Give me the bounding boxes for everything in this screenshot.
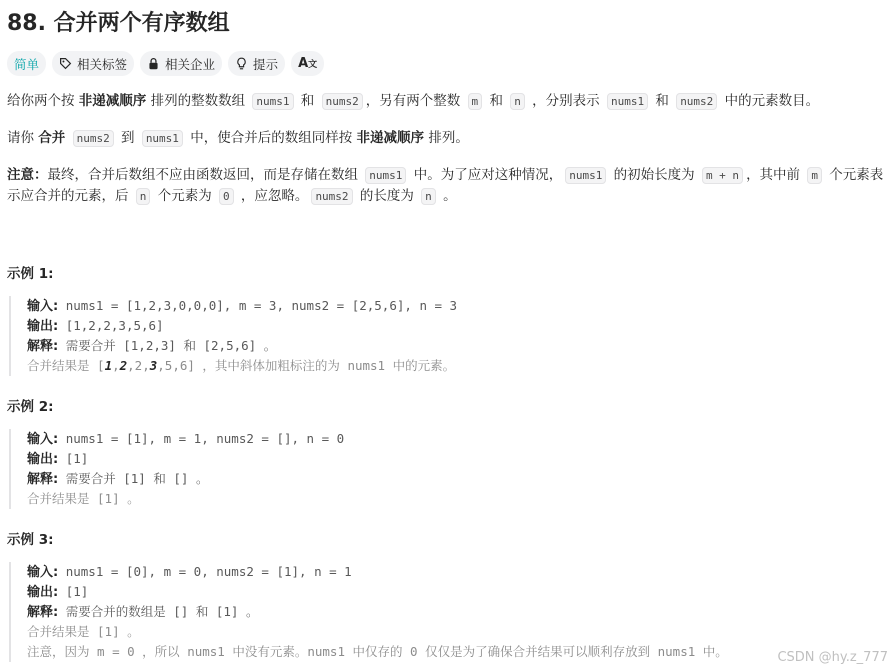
example-1-explanation: 解释: 需要合并 [1,2,3] 和 [2,5,6] 。: [27, 338, 277, 354]
example-1-result: 合并结果是 [1,2,2,3,5,6] ，其中斜体加粗标注的为 nums1 中的元素。: [27, 358, 456, 373]
example-3-input: 输入: nums1 = [0], m = 0, nums2 = [1], n = 1: [27, 564, 352, 580]
example-2-output: 输出: [1]: [27, 451, 89, 467]
related-companies-label: 相关企业: [165, 56, 216, 72]
related-tags-button[interactable]: [52, 51, 134, 76]
hint-label: 提示: [253, 56, 279, 72]
example-3-title: 示例 3:: [7, 532, 54, 548]
difficulty-badge[interactable]: [7, 51, 46, 76]
example-3-result: 合并结果是 [1] 。: [27, 624, 140, 639]
problem-title: 88. 合并两个有序数组: [7, 11, 230, 36]
related-tags-label: 相关标签: [77, 56, 128, 72]
related-companies-button[interactable]: [140, 51, 222, 76]
csdn-watermark: CSDN @hy.z_777: [777, 650, 888, 665]
tag-bar: [7, 51, 324, 76]
example-3-note: 注意，因为 m = 0 ，所以 nums1 中没有元素。nums1 中仅存的 0 仅仅是为了确保合并结果可以顺利存放到 nums1 中。: [27, 644, 728, 659]
lightbulb-icon: [235, 57, 248, 70]
example-2-result: 合并结果是 [1] 。: [27, 491, 140, 506]
example-3-output: 输出: [1]: [27, 584, 89, 600]
example-1-block: [9, 296, 892, 376]
description-paragraph-2: 请你 合并 nums2 到 nums1 中，使合并后的数组同样按 非递减顺序 排列。: [7, 130, 469, 146]
translate-icon: A文: [298, 56, 318, 71]
translate-button[interactable]: [291, 51, 324, 76]
note-paragraph: 注意：最终，合并后数组不应由函数返回，而是存储在数组 nums1 中。为了应对这种情况， nums1 的初始长度为 m + n ，其中前 m 个元素表 示应合并的元素，后 n 个元素为 0 ，应忽略。 nums2 的长度为 n 。: [7, 167, 884, 204]
example-3-block: [9, 562, 892, 662]
example-2-block: [9, 429, 892, 509]
example-2-title: 示例 2:: [7, 399, 54, 415]
example-1-input: 输入: nums1 = [1,2,3,0,0,0], m = 3, nums2 = [2,5,6], n = 3: [27, 298, 458, 314]
lock-icon: [147, 57, 160, 70]
difficulty-label: 简单: [14, 56, 40, 72]
example-1-output: 输出: [1,2,2,3,5,6]: [27, 318, 164, 334]
hint-button[interactable]: [228, 51, 285, 76]
example-2-input: 输入: nums1 = [1], m = 1, nums2 = [], n = 0: [27, 431, 345, 447]
example-1-title: 示例 1:: [7, 266, 54, 282]
example-3-explanation: 解释: 需要合并的数组是 [] 和 [1] 。: [27, 604, 259, 620]
tag-icon: [59, 57, 72, 70]
description-paragraph-1: 给你两个按 非递减顺序 排列的整数数组 nums1 和 nums2 ，另有两个整数 m 和 n ，分别表示 nums1 和 nums2 中的元素数目。: [7, 93, 820, 109]
example-2-explanation: 解释: 需要合并 [1] 和 [] 。: [27, 471, 209, 487]
